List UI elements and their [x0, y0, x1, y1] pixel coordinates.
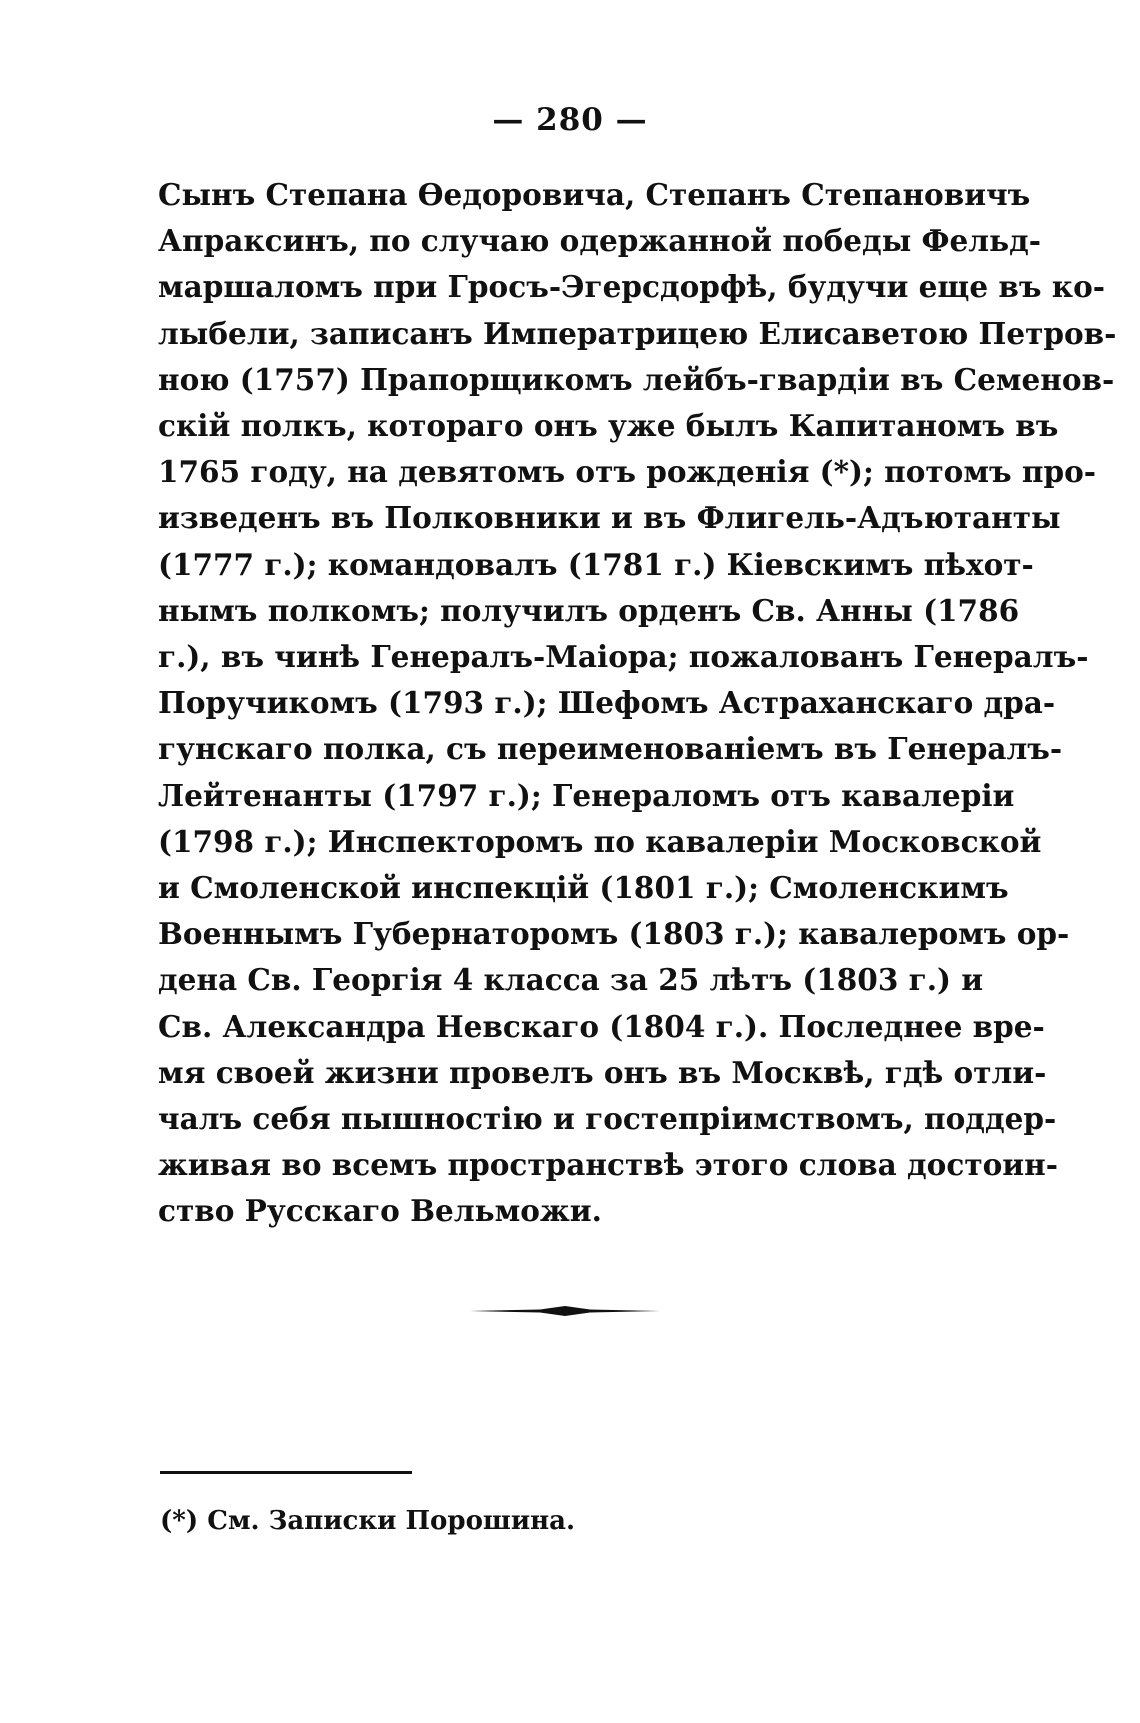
text-line: чалъ себя пышностію и гостепріимствомъ, поддер-: [158, 1101, 1057, 1137]
text-line: ство Русскаго Вельможи.: [158, 1193, 602, 1229]
text-line: Лейтенанты (1797 г.); Генераломъ отъ кавалеріи: [158, 777, 1015, 813]
page-number: — 280 —: [492, 102, 648, 138]
text-line: скій полкъ, котораго онъ уже былъ Капитаномъ въ: [158, 408, 1059, 444]
text-line: маршаломъ при Гросъ-Эгерсдорфѣ, будучи еще въ ко-: [158, 269, 1106, 305]
text-line: Апраксинъ, по случаю одержанной победы Фельд-: [158, 223, 1042, 259]
text-line: живая во всемъ пространствѣ этого слова достоин-: [158, 1147, 1058, 1183]
footnote: (*) См. Записки Порошина.: [160, 1506, 576, 1536]
text-line: Военнымъ Губернаторомъ (1803 г.); кавалеромъ ор-: [158, 916, 1070, 952]
text-line: 1765 году, на девятомъ отъ рожденія (*); потомъ про-: [158, 454, 1097, 490]
body-text: [158, 172, 1117, 1235]
text-line: и Смоленской инспекцій (1801 г.); Смоленскимъ: [158, 870, 1009, 906]
text-line: Сынъ Степана Өедоровича, Степанъ Степановичъ: [158, 177, 1031, 212]
footnote-rule: [160, 1471, 412, 1474]
text-line: гунскаго полка, съ переименованіемъ въ Генералъ-: [158, 731, 1063, 767]
text-line: (1798 г.); Инспекторомъ по кавалеріи Московской: [158, 823, 1042, 859]
text-line: (1777 г.); командовалъ (1781 г.) Кіевскимъ пѣхот-: [158, 546, 1034, 582]
text-line: г.), въ чинѣ Генералъ-Маіора; пожалованъ Генералъ-: [158, 639, 1089, 675]
text-line: Св. Александра Невскаго (1804 г.). Последнее вре-: [158, 1008, 1045, 1044]
section-ornament: [470, 1303, 660, 1319]
text-line: Поручикомъ (1793 г.); Шефомъ Астраханскаго дра-: [158, 685, 1056, 721]
text-line: дена Св. Георгія 4 класса за 25 лѣтъ (1803 г.) и: [158, 962, 984, 998]
text-line: ною (1757) Прапорщикомъ лейбъ-гвардіи въ Семенов-: [158, 361, 1115, 397]
text-line: изведенъ въ Полковники и въ Флигель-Адъютанты: [158, 500, 1061, 536]
text-line: нымъ полкомъ; получилъ орденъ Св. Анны (1786: [158, 592, 1020, 628]
text-line: мя своей жизни провелъ онъ въ Москвѣ, гдѣ отли-: [158, 1054, 1047, 1090]
text-line: лыбели, записанъ Императрицею Елисаветою Петров-: [158, 315, 1117, 351]
